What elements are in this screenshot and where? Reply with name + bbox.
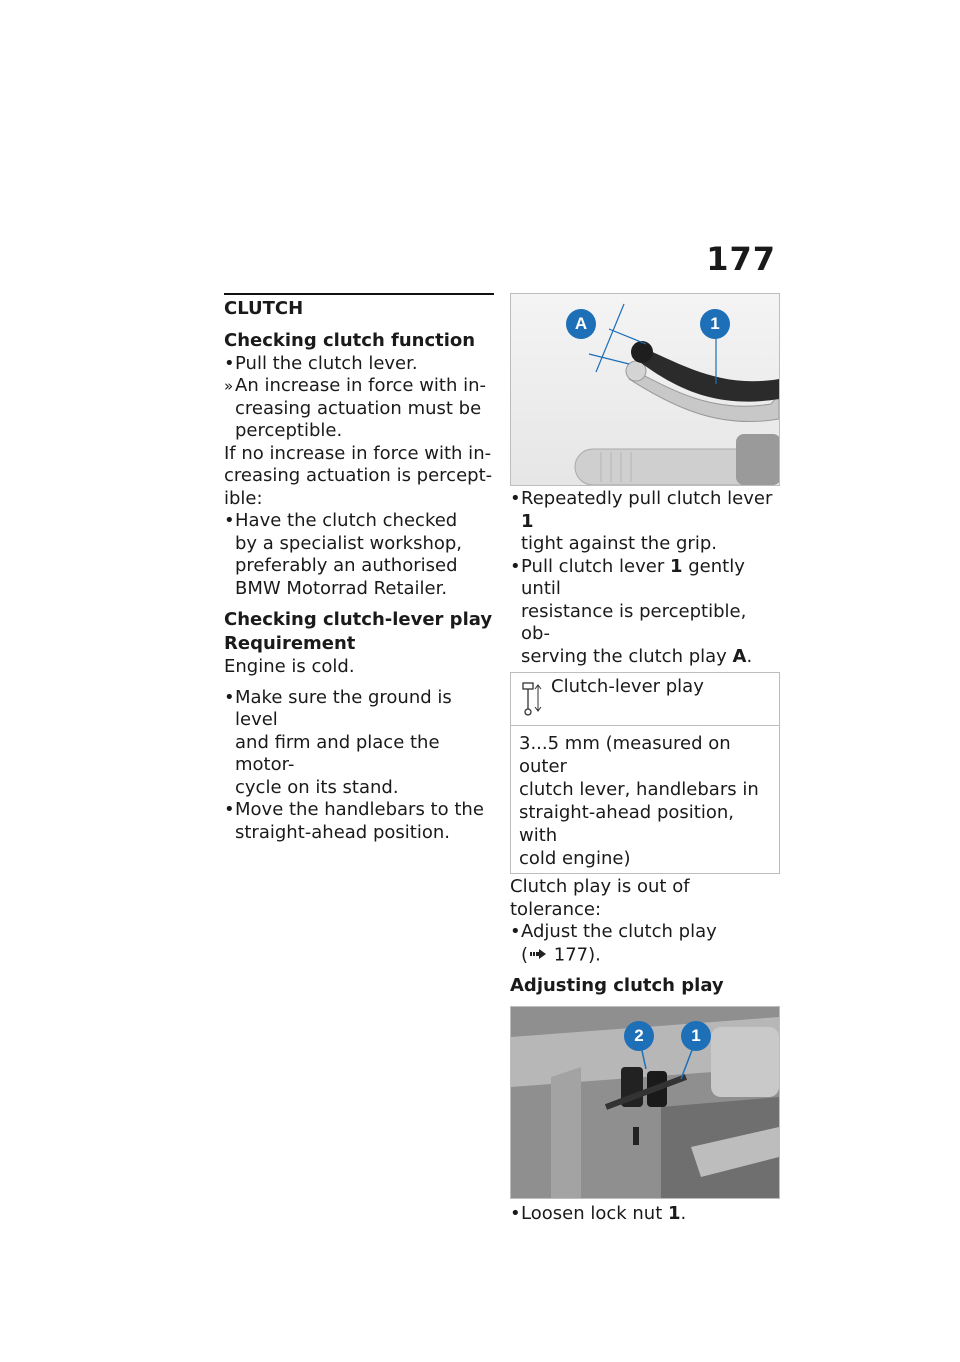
step-handlebars xyxy=(224,799,494,844)
spec-value-line: straight-ahead position, with xyxy=(519,802,734,846)
spec-value-line: 3...5 mm (measured on outer xyxy=(519,733,731,777)
callout-1: 1 xyxy=(681,1021,711,1051)
step-loosen-nut xyxy=(510,1203,780,1226)
tolerance-text: Clutch play is out of tolerance: xyxy=(510,876,690,920)
loosen-end: . xyxy=(680,1203,687,1225)
adjust-ref-page: 177). xyxy=(548,943,601,965)
measurement-icon xyxy=(511,673,551,725)
gentle-text-suffix: gently until xyxy=(521,555,745,599)
spec-value xyxy=(511,726,779,873)
page-arrow-icon xyxy=(528,944,548,967)
ground-line: and firm and place the motor- xyxy=(235,731,440,775)
callout-a: A xyxy=(566,309,596,339)
handlebar-line: • Move the handlebars to the xyxy=(235,799,484,820)
callout-1: 1 xyxy=(700,309,730,339)
lock-nut-figure xyxy=(510,1006,780,1199)
workshop-line: by a specialist workshop, xyxy=(235,532,463,554)
condition-line: If no increase in force with in- xyxy=(224,442,492,464)
section-title: CLUTCH xyxy=(224,298,304,319)
spec-table xyxy=(510,672,780,874)
right-column xyxy=(510,293,780,1226)
gentle-line-3-end: . xyxy=(746,645,753,667)
step-gentle-pull xyxy=(510,556,780,669)
ref-lever-1: 1 xyxy=(669,555,683,577)
left-column xyxy=(224,293,494,844)
step-ground xyxy=(224,687,494,800)
workshop-line: • Have the clutch checked xyxy=(235,510,458,531)
step-workshop xyxy=(224,510,494,600)
result-line: perceptible. xyxy=(235,420,343,441)
paren: ( xyxy=(521,943,529,965)
workshop-line: preferably an authorised xyxy=(235,555,458,576)
callout-2: 2 xyxy=(624,1021,654,1051)
adjust-ref[interactable] xyxy=(521,944,780,967)
gentle-line-2: resistance is perceptible, ob- xyxy=(521,600,747,644)
spec-value-line: cold engine) xyxy=(519,848,631,869)
condition-line: ible: xyxy=(224,487,263,509)
result-line: » An increase in force with in- xyxy=(235,375,487,396)
handlebar-line: straight-ahead position. xyxy=(235,821,450,843)
requirement-value: Engine is cold. xyxy=(224,656,355,677)
page-number: 177 xyxy=(706,240,776,278)
heading-adjusting-play: Adjusting clutch play xyxy=(510,975,724,997)
workshop-line: BMW Motorrad Retailer. xyxy=(235,577,448,599)
gentle-text: Pull clutch lever xyxy=(521,555,670,577)
clutch-lever-figure xyxy=(510,293,780,486)
step-adjust xyxy=(510,921,780,966)
gentle-line-3: serving the clutch play xyxy=(521,645,733,667)
spec-header xyxy=(511,673,779,726)
condition-text xyxy=(224,443,494,511)
ref-nut-1: 1 xyxy=(667,1203,681,1225)
result-line: creasing actuation must be xyxy=(235,397,482,419)
ref-lever-1: 1 xyxy=(521,510,534,532)
ref-play-a: A xyxy=(732,645,747,667)
ground-line: • Make sure the ground is level xyxy=(235,686,452,730)
step-pull-lever: • Pull the clutch lever. xyxy=(224,353,494,376)
section-rule xyxy=(224,293,494,321)
repeat-continuation: tight against the grip. xyxy=(521,533,717,554)
ground-line: cycle on its stand. xyxy=(235,776,399,798)
requirement-label: Requirement xyxy=(224,633,356,654)
loosen-text: Loosen lock nut xyxy=(521,1203,668,1225)
condition-line: creasing actuation is percept- xyxy=(224,465,493,486)
step-repeat-pull xyxy=(510,488,780,556)
adjust-line: • Adjust the clutch play xyxy=(521,921,717,942)
repeat-text: Repeatedly pull clutch lever xyxy=(521,488,773,509)
spec-value-line: clutch lever, handlebars in xyxy=(519,779,759,800)
clutch-lever-illustration xyxy=(511,294,779,485)
spec-label: Clutch-lever play xyxy=(551,676,704,697)
heading-checking-function: Checking clutch function xyxy=(224,329,476,351)
result-increase-force xyxy=(224,375,494,443)
heading-checking-play: Checking clutch-lever play xyxy=(224,609,493,630)
